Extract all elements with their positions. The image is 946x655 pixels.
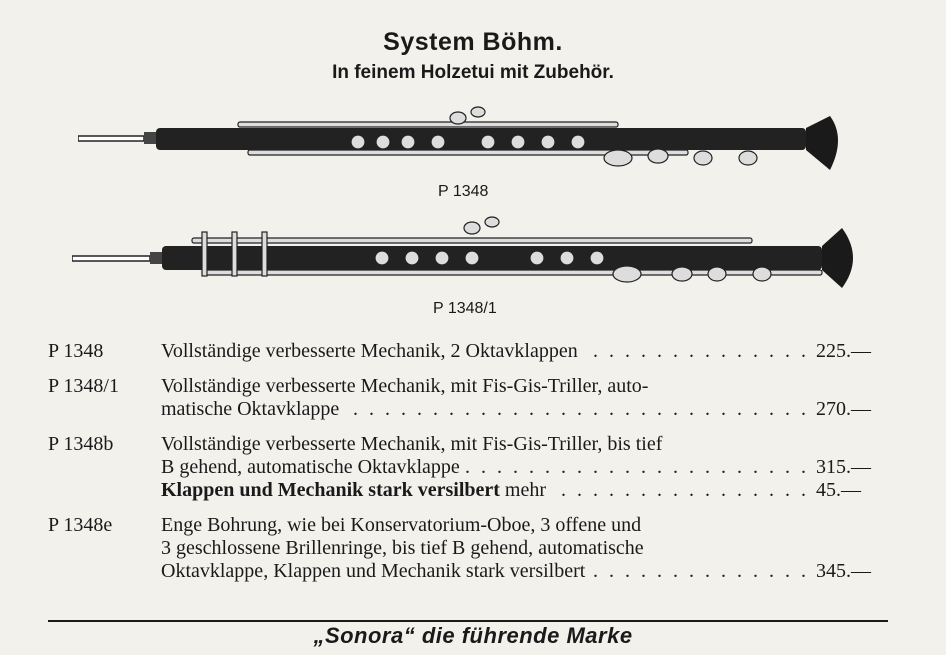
entry-line <box>161 340 888 363</box>
entry-line <box>161 514 888 537</box>
item-description: Vollständige verbesserte Mechanik, mit Fis-Gis-Triller, bis tief <box>161 433 666 455</box>
brand-slogan: „Sonora“ die führende Marke <box>313 623 633 648</box>
item-description: Vollständige verbesserte Mechanik, mit Fis-Gis-Triller, auto- <box>161 375 652 397</box>
divider <box>48 620 888 622</box>
item-price: 315.— <box>812 456 888 479</box>
entry-line <box>161 479 888 502</box>
item-code: P 1348 <box>48 340 104 362</box>
item-description: Enge Bohrung, wie bei Konservatorium-Oboe, 3 offene und <box>161 514 645 536</box>
item-description: Oktavklappe, Klappen und Mechanik stark versilbert <box>161 560 589 582</box>
option-name: Klappen und Mechanik stark versilbert <box>161 479 500 501</box>
price-list <box>48 340 888 595</box>
entry-line <box>161 433 888 456</box>
entry-line <box>161 456 888 479</box>
item-description: Vollständige verbesserte Mechanik, 2 Oktavklappen <box>161 340 582 362</box>
item-description: 3 geschlossene Brillenringe, bis tief B gehend, automatische <box>161 537 648 559</box>
entry-line <box>161 398 888 421</box>
item-price: 270.— <box>812 398 888 421</box>
item-code: P 1348/1 <box>48 375 119 397</box>
oboe-illustration-1 <box>78 98 852 182</box>
page-title: System Böhm. <box>383 28 563 56</box>
item-code: P 1348b <box>48 433 114 455</box>
bell <box>822 228 853 288</box>
oboe-illustration-2 <box>72 212 862 296</box>
item-price: 45.— <box>812 479 888 502</box>
page-subtitle: In feinem Holzetui mit Zubehör. <box>332 62 614 83</box>
item-description: matische Oktavklappe <box>161 398 343 420</box>
item-price: 345.— <box>812 560 888 583</box>
catalog-entry <box>48 514 888 583</box>
entry-line <box>161 375 888 398</box>
illustration-label: P 1348/1 <box>433 300 497 317</box>
body <box>162 246 822 270</box>
body <box>156 128 806 150</box>
item-price: 225.— <box>812 340 888 363</box>
item-description: B gehend, automatische Oktavklappe <box>161 456 464 478</box>
catalog-entry <box>48 433 888 502</box>
reed <box>72 256 150 261</box>
catalog-entry <box>48 375 888 421</box>
staple <box>150 252 162 264</box>
entry-line <box>161 560 888 583</box>
entry-line <box>161 537 888 560</box>
catalog-entry <box>48 340 888 363</box>
item-code: P 1348e <box>48 514 113 536</box>
option-note: mehr <box>504 479 547 501</box>
staple <box>144 132 156 144</box>
illustration-label: P 1348 <box>438 183 489 200</box>
bell <box>806 116 838 170</box>
reed <box>78 136 144 141</box>
